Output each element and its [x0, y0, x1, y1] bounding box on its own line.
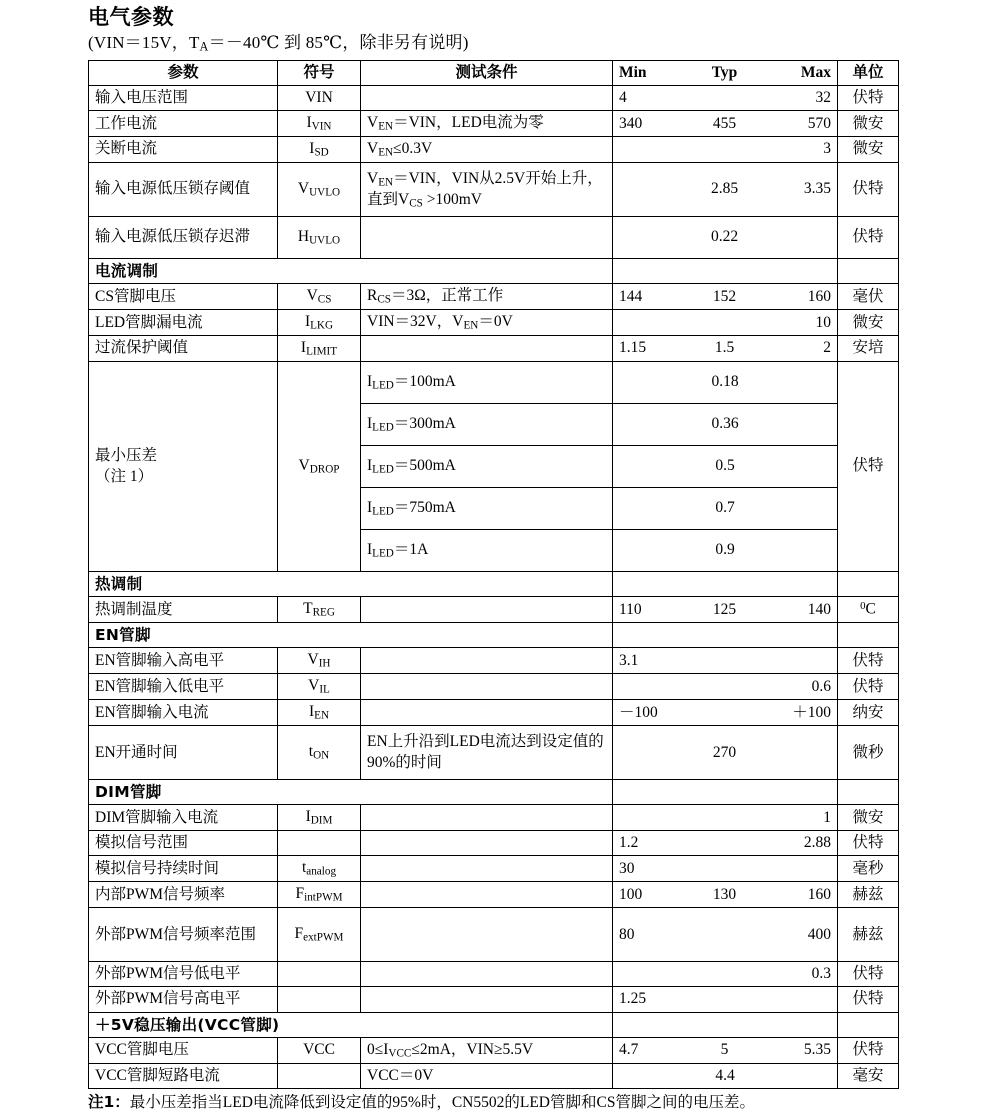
row-symbol: $F_{extPWM}$	[278, 908, 361, 962]
section-min	[613, 780, 687, 805]
row-symbol	[278, 831, 361, 856]
row-unit: 伏特	[838, 85, 899, 110]
header-unit: 单位	[838, 60, 899, 85]
header-param: 参数	[89, 60, 278, 85]
row-condition: $I_{LED}=750mA$	[361, 488, 613, 530]
table-row	[89, 700, 899, 726]
row-max: 400	[763, 908, 838, 962]
row-param: 内部PWM信号频率	[89, 882, 278, 908]
row-symbol	[278, 1063, 361, 1088]
row-param: 输入电源低压锁存迟滞	[89, 217, 278, 259]
row-max: 32	[763, 85, 838, 110]
row-min: 100	[613, 882, 687, 908]
table-row	[89, 1037, 899, 1063]
row-unit: 赫兹	[838, 908, 899, 962]
row-param: 关断电流	[89, 137, 278, 163]
row-condition: $I_{LED}=1A$	[361, 530, 613, 572]
row-typ	[687, 908, 763, 962]
row-min	[613, 137, 687, 163]
row-condition: $V_{EN}\le 0.3V$	[361, 137, 613, 163]
table-row	[89, 908, 899, 962]
table-header-row	[89, 60, 899, 85]
row-typ: 2.85	[687, 163, 763, 217]
row-typ-span: 4.4	[613, 1063, 838, 1088]
row-max: 160	[763, 882, 838, 908]
row-symbol: VIN	[278, 85, 361, 110]
row-unit: 微安	[838, 310, 899, 336]
row-param: 过流保护阈值	[89, 336, 278, 362]
row-symbol: $t_{ON}$	[278, 726, 361, 780]
row-param: EN管脚输入低电平	[89, 674, 278, 700]
row-typ-span: 0.36	[613, 404, 838, 446]
footnote-label: 注1：	[88, 1092, 130, 1111]
row-symbol: $V_{DROP}$	[278, 362, 361, 572]
section-row	[89, 1012, 899, 1037]
section-min	[613, 572, 687, 597]
row-symbol: $I_{LIMIT}$	[278, 336, 361, 362]
row-condition: $V_{EN}=VIN$，VIN从2.5V开始上升，直到$V_{CS} >100mV$	[361, 163, 613, 217]
row-param: VCC管脚电压	[89, 1037, 278, 1063]
section-label: ＋5V稳压输出(VCC管脚)	[89, 1012, 613, 1037]
row-condition: $V_{EN}=VIN$，LED电流为零	[361, 111, 613, 137]
table-row	[89, 217, 899, 259]
row-typ	[687, 85, 763, 110]
section-unit	[838, 780, 899, 805]
row-typ	[687, 310, 763, 336]
table-row	[89, 1063, 899, 1088]
row-symbol	[278, 962, 361, 987]
section-max	[763, 1012, 838, 1037]
row-min: 30	[613, 856, 687, 882]
footnote	[88, 1092, 908, 1114]
section-unit	[838, 572, 899, 597]
table-row	[89, 882, 899, 908]
header-symbol: 符号	[278, 60, 361, 85]
row-condition: $I_{LED}=500mA$	[361, 446, 613, 488]
row-typ	[687, 674, 763, 700]
row-condition	[361, 987, 613, 1012]
row-max: 0.6	[763, 674, 838, 700]
row-min: 80	[613, 908, 687, 962]
row-min	[613, 726, 687, 780]
row-param: 热调制温度	[89, 597, 278, 623]
row-min: －100	[613, 700, 687, 726]
row-param: 外部PWM信号频率范围	[89, 908, 278, 962]
row-symbol: $V_{UVLO}$	[278, 163, 361, 217]
row-symbol: $V_{IL}$	[278, 674, 361, 700]
row-typ: 1.5	[687, 336, 763, 362]
row-typ-span: 0.18	[613, 362, 838, 404]
header-condition: 测试条件	[361, 60, 613, 85]
row-typ	[687, 137, 763, 163]
row-param: 输入电源低压锁存阈值	[89, 163, 278, 217]
section-label: DIM管脚	[89, 780, 613, 805]
row-max: 570	[763, 111, 838, 137]
section-min	[613, 259, 687, 284]
table-row	[89, 310, 899, 336]
section-unit	[838, 259, 899, 284]
row-min: 340	[613, 111, 687, 137]
page-title: 电气参数	[88, 5, 174, 29]
row-typ: 130	[687, 882, 763, 908]
section-label: EN管脚	[89, 623, 613, 648]
row-max: 5.35	[763, 1037, 838, 1063]
section-typ	[687, 259, 763, 284]
row-max: 140	[763, 597, 838, 623]
row-condition: VIN＝32V，$V_{EN}=0V$	[361, 310, 613, 336]
row-unit: 微安	[838, 137, 899, 163]
row-max	[763, 648, 838, 674]
row-unit: 伏特	[838, 648, 899, 674]
row-unit: 伏特	[838, 987, 899, 1012]
section-typ	[687, 572, 763, 597]
row-unit: 毫秒	[838, 856, 899, 882]
row-condition: EN上升沿到LED电流达到设定值的90%的时间	[361, 726, 613, 780]
section-label: 电流调制	[89, 259, 613, 284]
section-min	[613, 1012, 687, 1037]
section-row	[89, 623, 899, 648]
row-symbol: $I_{VIN}$	[278, 111, 361, 137]
row-min: 4	[613, 85, 687, 110]
row-typ	[687, 700, 763, 726]
row-max: ＋100	[763, 700, 838, 726]
table-row	[89, 362, 899, 404]
row-typ: 455	[687, 111, 763, 137]
row-symbol: $V_{CS}$	[278, 284, 361, 310]
row-symbol: $H_{UVLO}$	[278, 217, 361, 259]
row-min: 3.1	[613, 648, 687, 674]
header-typ: Typ	[687, 60, 763, 85]
section-typ	[687, 1012, 763, 1037]
table-row	[89, 284, 899, 310]
row-min: 110	[613, 597, 687, 623]
table-row	[89, 962, 899, 987]
row-condition	[361, 674, 613, 700]
row-condition	[361, 962, 613, 987]
row-min	[613, 674, 687, 700]
row-unit: 伏特	[838, 1037, 899, 1063]
row-min	[613, 962, 687, 987]
row-param: EN管脚输入高电平	[89, 648, 278, 674]
section-max	[763, 572, 838, 597]
row-max: 10	[763, 310, 838, 336]
row-typ: 152	[687, 284, 763, 310]
row-condition: $0\le I_{VCC}\le 2mA$，VIN≥5.5V	[361, 1037, 613, 1063]
table-row	[89, 111, 899, 137]
row-param: VCC管脚短路电流	[89, 1063, 278, 1088]
section-label: 热调制	[89, 572, 613, 597]
row-min: 1.25	[613, 987, 687, 1012]
row-condition	[361, 336, 613, 362]
row-unit: 赫兹	[838, 882, 899, 908]
row-condition	[361, 597, 613, 623]
row-condition	[361, 882, 613, 908]
row-typ	[687, 856, 763, 882]
row-max: 0.3	[763, 962, 838, 987]
table-row	[89, 987, 899, 1012]
row-param-line1: 最小压差	[95, 447, 158, 465]
row-param: 工作电流	[89, 111, 278, 137]
header-min: Min	[613, 60, 687, 85]
row-max: 160	[763, 284, 838, 310]
table-row	[89, 831, 899, 856]
row-condition	[361, 648, 613, 674]
row-max: 1	[763, 805, 838, 831]
row-typ	[687, 831, 763, 856]
row-param: LED管脚漏电流	[89, 310, 278, 336]
row-typ-span: 0.5	[613, 446, 838, 488]
row-max: 2.88	[763, 831, 838, 856]
row-param: 模拟信号持续时间	[89, 856, 278, 882]
row-max	[763, 856, 838, 882]
row-condition	[361, 831, 613, 856]
row-min: 4.7	[613, 1037, 687, 1063]
row-param-group	[89, 362, 278, 572]
table-row	[89, 85, 899, 110]
table-row	[89, 856, 899, 882]
section-typ	[687, 623, 763, 648]
row-symbol: $I_{EN}$	[278, 700, 361, 726]
row-symbol: $F_{intPWM}$	[278, 882, 361, 908]
row-condition	[361, 805, 613, 831]
row-max: 3	[763, 137, 838, 163]
row-condition: $I_{LED}=300mA$	[361, 404, 613, 446]
row-typ	[687, 962, 763, 987]
row-param: DIM管脚输入电流	[89, 805, 278, 831]
section-unit	[838, 623, 899, 648]
row-param: 模拟信号范围	[89, 831, 278, 856]
row-symbol: $I_{SD}$	[278, 137, 361, 163]
section-min	[613, 623, 687, 648]
section-max	[763, 623, 838, 648]
footnote-text: 最小压差指当LED电流降低到设定值的95%时，CN5502的LED管脚和CS管脚之间的电压差。	[129, 1093, 755, 1111]
row-param: 输入电压范围	[89, 85, 278, 110]
row-symbol: $V_{IH}$	[278, 648, 361, 674]
row-param: EN开通时间	[89, 726, 278, 780]
row-symbol: $I_{DIM}$	[278, 805, 361, 831]
row-max	[763, 987, 838, 1012]
row-typ	[687, 987, 763, 1012]
row-unit: 毫安	[838, 1063, 899, 1088]
row-typ-span: 0.7	[613, 488, 838, 530]
table-row	[89, 805, 899, 831]
row-unit: 伏特	[838, 962, 899, 987]
row-unit: 伏特	[838, 674, 899, 700]
row-min: 144	[613, 284, 687, 310]
row-unit: 毫伏	[838, 284, 899, 310]
row-min	[613, 217, 687, 259]
row-condition: $I_{LED}=100mA$	[361, 362, 613, 404]
row-param-line2: （注 1）	[95, 467, 154, 485]
header-max: Max	[763, 60, 838, 85]
row-param: EN管脚输入电流	[89, 700, 278, 726]
table-row	[89, 648, 899, 674]
row-unit: 伏特	[838, 362, 899, 572]
section-max	[763, 780, 838, 805]
row-unit: 伏特	[838, 163, 899, 217]
table-row	[89, 163, 899, 217]
row-symbol	[278, 987, 361, 1012]
electrical-characteristics-table	[88, 60, 899, 1089]
row-typ: 125	[687, 597, 763, 623]
row-max: 3.35	[763, 163, 838, 217]
table-row	[89, 137, 899, 163]
row-typ: 0.22	[687, 217, 763, 259]
section-row	[89, 780, 899, 805]
row-condition: $R_{CS}=3\Omega$，正常工作	[361, 284, 613, 310]
table-row	[89, 597, 899, 623]
row-symbol: $I_{LKG}$	[278, 310, 361, 336]
table-row	[89, 674, 899, 700]
row-min	[613, 310, 687, 336]
row-condition	[361, 908, 613, 962]
row-unit: $^0$C	[838, 597, 899, 623]
row-min: 1.15	[613, 336, 687, 362]
section-typ	[687, 780, 763, 805]
row-condition: VCC＝0V	[361, 1063, 613, 1088]
section-max	[763, 259, 838, 284]
row-unit: 微安	[838, 805, 899, 831]
row-unit: 纳安	[838, 700, 899, 726]
section-row	[89, 572, 899, 597]
row-symbol: VCC	[278, 1037, 361, 1063]
row-min	[613, 163, 687, 217]
row-condition	[361, 217, 613, 259]
row-param: 外部PWM信号高电平	[89, 987, 278, 1012]
row-typ: 5	[687, 1037, 763, 1063]
row-typ: 270	[687, 726, 763, 780]
row-condition	[361, 85, 613, 110]
row-condition	[361, 856, 613, 882]
row-unit: 安培	[838, 336, 899, 362]
row-param: 外部PWM信号低电平	[89, 962, 278, 987]
row-typ-span: 0.9	[613, 530, 838, 572]
row-unit: 微安	[838, 111, 899, 137]
row-typ	[687, 805, 763, 831]
section-unit	[838, 1012, 899, 1037]
row-unit: 微秒	[838, 726, 899, 780]
row-max	[763, 726, 838, 780]
test-conditions-subtitle: (VIN＝15V，$T_A=-40℃$ 到 85℃，除非另有说明)	[88, 33, 469, 54]
row-max: 2	[763, 336, 838, 362]
row-unit: 伏特	[838, 831, 899, 856]
row-param: CS管脚电压	[89, 284, 278, 310]
row-symbol: $t_{analog}$	[278, 856, 361, 882]
row-max	[763, 217, 838, 259]
table-row	[89, 726, 899, 780]
table-row	[89, 336, 899, 362]
row-condition	[361, 700, 613, 726]
row-min: 1.2	[613, 831, 687, 856]
row-typ	[687, 648, 763, 674]
row-unit: 伏特	[838, 217, 899, 259]
row-symbol: $T_{REG}$	[278, 597, 361, 623]
row-min	[613, 805, 687, 831]
section-row	[89, 259, 899, 284]
